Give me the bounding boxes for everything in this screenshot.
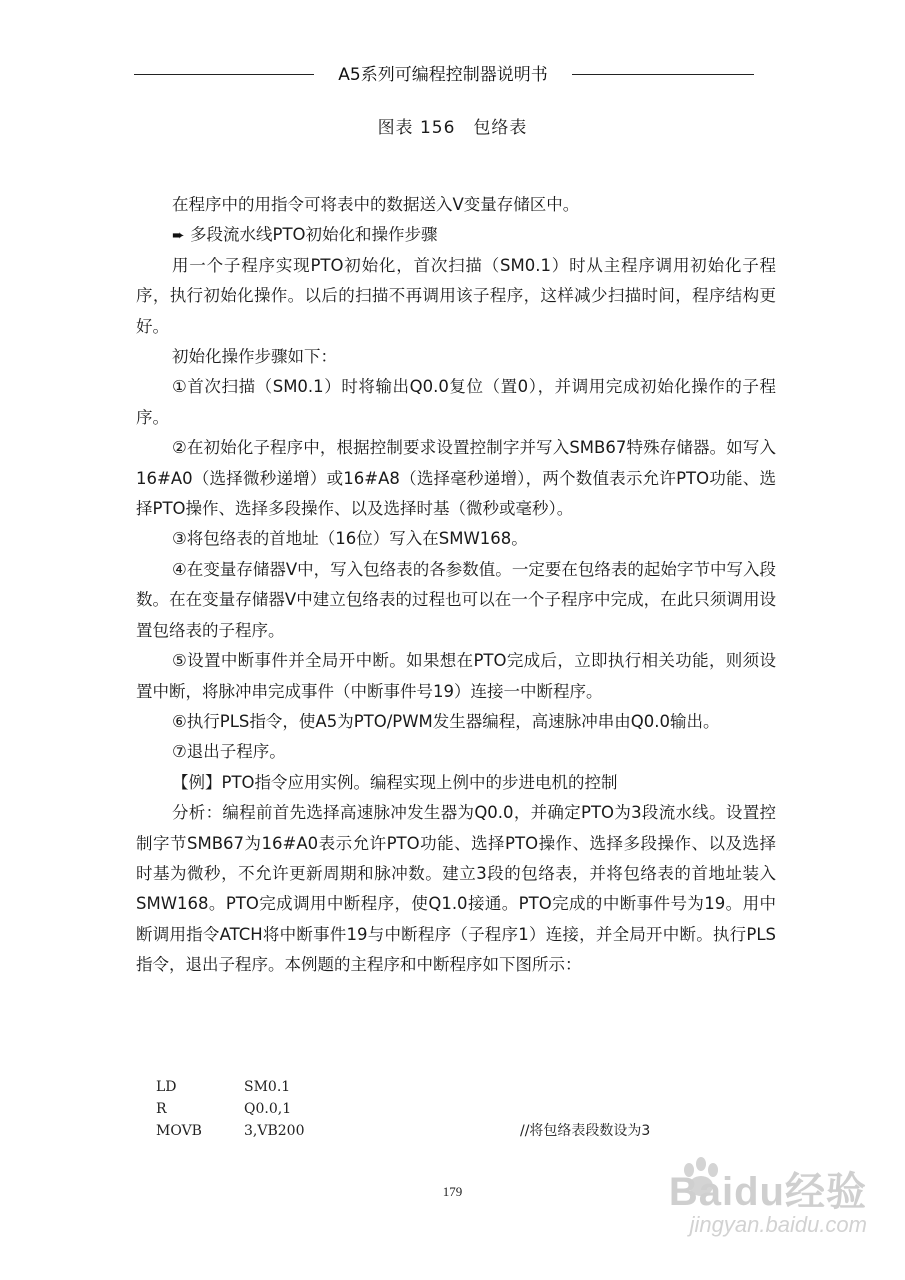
code-line [156,1098,716,1120]
step-1: ①首次扫描（SM0.1）时将输出Q0.0复位（置0），并调用完成初始化操作的子程序。 [136,377,776,427]
header-rule-left [134,74,314,75]
page-header [0,62,905,88]
code-listing [156,1076,716,1142]
header-title: A5系列可编程控制器说明书 [338,65,548,85]
code-op: LD [156,1079,177,1095]
code-arg: SM0.1 [244,1079,291,1095]
code-comment: //将包络表段数设为3 [520,1123,651,1139]
body-text [136,190,776,981]
paragraph-analysis: 分析：编程前首先选择高速脉冲发生器为Q0.0，并确定PTO为3段流水线。设置控制字节SMB67为16#A0表示允许PTO功能、选择PTO操作、选择多段操作、以及选择时基为微秒，不允许更新周期和脉冲数。建立3段的包络表，并将包络表的首地址装入SMW168。PTO完成调用中断程序，使Q1.0接通。PTO完成的中断事件号为19。用中断调用指令ATCH将中断事件19与中断程序（子程序1）连接，并全局开中断。执行PLS指令，退出子程序。本例题的主程序和中断程序如下图所示： [136,803,776,975]
paragraph-subroutine: 用一个子程序实现PTO初始化，首次扫描（SM0.1）时从主程序调用初始化子程序，执行初始化操作。以后的扫描不再调用该子程序，这样减少扫描时间，程序结构更好。 [136,255,776,336]
watermark-site: jingyan.baidu.com [689,1212,867,1237]
code-line [156,1120,716,1142]
paragraph-steps-intro: 初始化操作步骤如下： [172,347,337,367]
step-2: ②在初始化子程序中，根据控制要求设置控制字并写入SMB67特殊存储器。如写入16#A0（选择微秒递增）或16#A8（选择毫秒递增），两个数值表示允许PTO功能、选择PTO操作、选择多段操作、以及选择时基（微秒或毫秒）。 [136,438,776,519]
code-arg: Q0.0,1 [244,1101,292,1117]
figure-caption: 图表 156 包络表 [377,118,528,138]
step-5: ⑤设置中断事件并全局开中断。如果想在PTO完成后，立即执行相关功能，则须设置中断，将脉冲串完成事件（中断事件号19）连接一中断程序。 [136,651,776,701]
bullet-heading-text: 多段流水线PTO初始化和操作步骤 [190,225,438,245]
code-op: R [156,1101,167,1117]
baidu-watermark [617,1148,867,1248]
step-3: ③将包络表的首地址（16位）写入在SMW168。 [172,529,528,549]
code-arg: 3,VB200 [244,1123,305,1139]
page-number: 179 [442,1184,463,1199]
step-6: ⑥执行PLS指令，使A5为PTO/PWM发生器编程，高速脉冲串由Q0.0输出。 [172,711,720,731]
bullet-heading [136,220,776,250]
watermark-brand: Baidu经验 [668,1170,867,1214]
step-7: ⑦退出子程序。 [172,742,286,762]
step-4: ④在变量存储器V中，写入包络表的各参数值。一定要在包络表的起始字节中写入段数。在在变量存储器V中建立包络表的过程也可以在一个子程序中完成，在此只须调用设置包络表的子程序。 [136,559,776,640]
paragraph-intro: 在程序中的用指令可将表中的数据送入V变量存储区中。 [172,195,580,214]
code-line [156,1076,716,1098]
header-rule-right [572,74,754,75]
arrow-right-icon: ➨ [172,226,185,245]
example-title: 【例】PTO指令应用实例。编程实现上例中的步进电机的控制 [172,772,618,792]
code-op: MOVB [156,1123,202,1139]
